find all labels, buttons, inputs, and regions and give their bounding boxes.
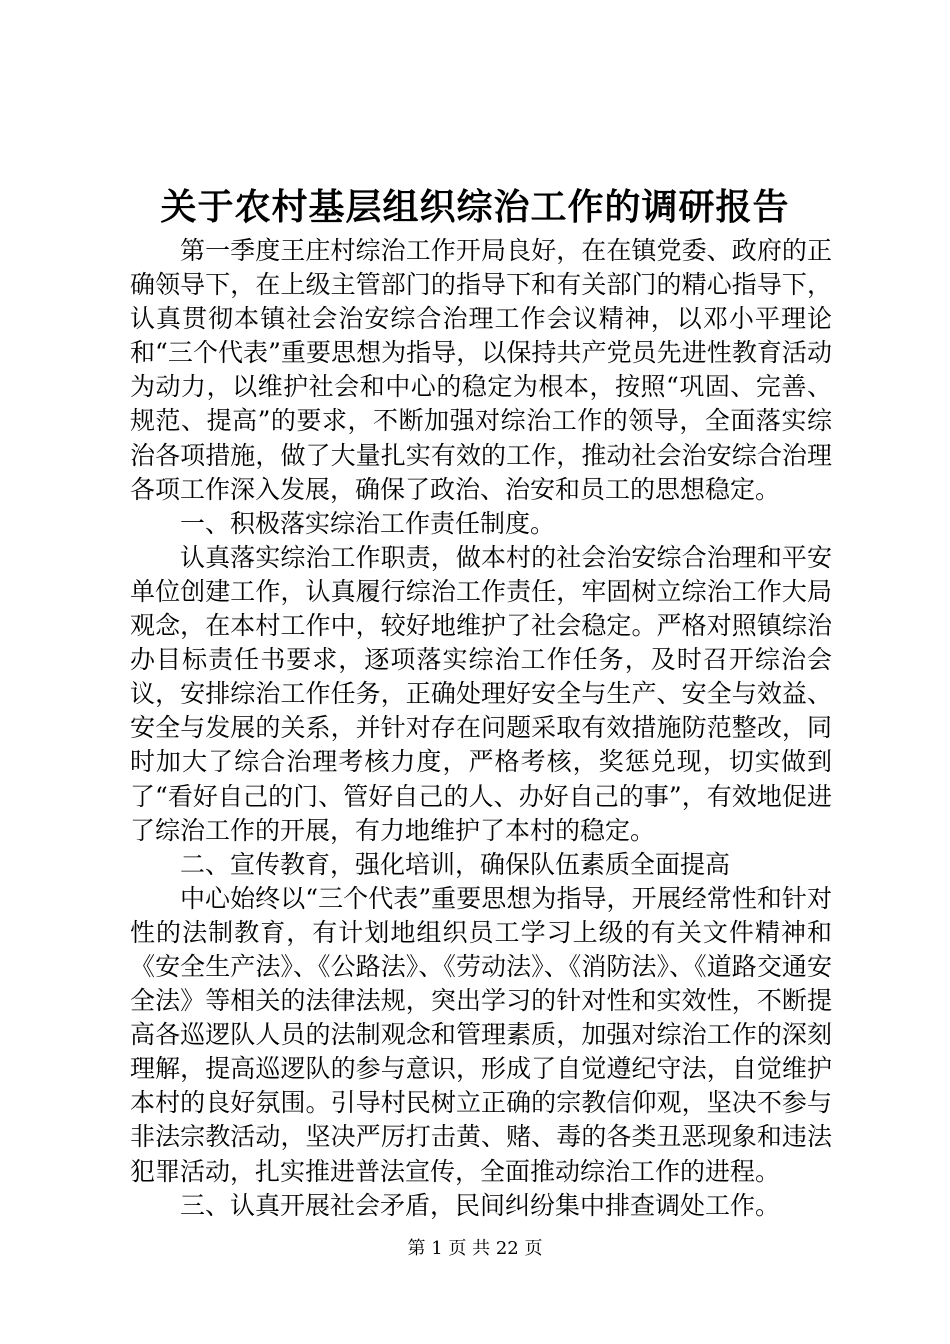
page-footer: 第 1 页 共 22 页 (407, 1238, 543, 1259)
document-body (130, 234, 832, 1223)
paragraph-section-1: 认真落实综治工作职责，做本村的社会治安综合治理和平安单位创建工作，认真履行综治工作责任，牢固树立综治工作大局观念，在本村工作中，较好地维护了社会稳定。严格对照镇综治办目标责任书要求，逐项落实综治工作任务，及时召开综治会议，安排综治工作任务，正确处理好安全与生产、安全与效益、安全与发展的关系，并针对存在问题采取有效措施防范整改，同时加大了综合治理考核力度，严格考核，奖惩兑现，切实做到了“看好自己的门、管好自己的人、办好自己的事”，有效地促进了综治工作的开展，有力地维护了本村的稳定。 (130, 542, 832, 845)
document-title: 关于农村基层组织综治工作的调研报告 (160, 186, 790, 228)
section-heading-3: 三、认真开展社会矛盾，民间纠纷集中排查调处工作。 (180, 1190, 781, 1220)
section-heading-2: 二、宣传教育，强化培训，确保队伍素质全面提高 (180, 849, 731, 879)
paragraph-intro: 第一季度王庄村综治工作开局良好，在在镇党委、政府的正确领导下，在上级主管部门的指导下和有关部门的精心指导下，认真贯彻本镇社会治安综合治理工作会议精神，以邓小平理论和“三个代表”重要思想为指导，以保持共产党员先进性教育活动为动力，以维护社会和中心的稳定为根本，按照“巩固、完善、规范、提高”的要求，不断加强对综治工作的领导，全面落实综治各项措施，做了大量扎实有效的工作，推动社会治安综合治理各项工作深入发展，确保了政治、治安和员工的思想稳定。 (130, 236, 832, 504)
section-heading-1: 一、积极落实综治工作责任制度。 (180, 508, 556, 538)
paragraph-section-2: 中心始终以“三个代表”重要思想为指导，开展经常性和针对性的法制教育，有计划地组织员工学习上级的有关文件精神和《安全生产法》、《公路法》、《劳动法》、《消防法》、《道路交通安全法》等相关的法律法规，突出学习的针对性和实效性，不断提高各巡逻队人员的法制观念和管理素质，加强对综治工作的深刻理解，提高巡逻队的参与意识，形成了自觉遵纪守法，自觉维护本村的良好氛围。引导村民树立正确的宗教信仰观，坚决不参与非法宗教活动，坚决严厉打击黄、赌、毒的各类丑恶现象和违法犯罪活动，扎实推进普法宣传，全面推动综治工作的进程。 (130, 883, 832, 1186)
